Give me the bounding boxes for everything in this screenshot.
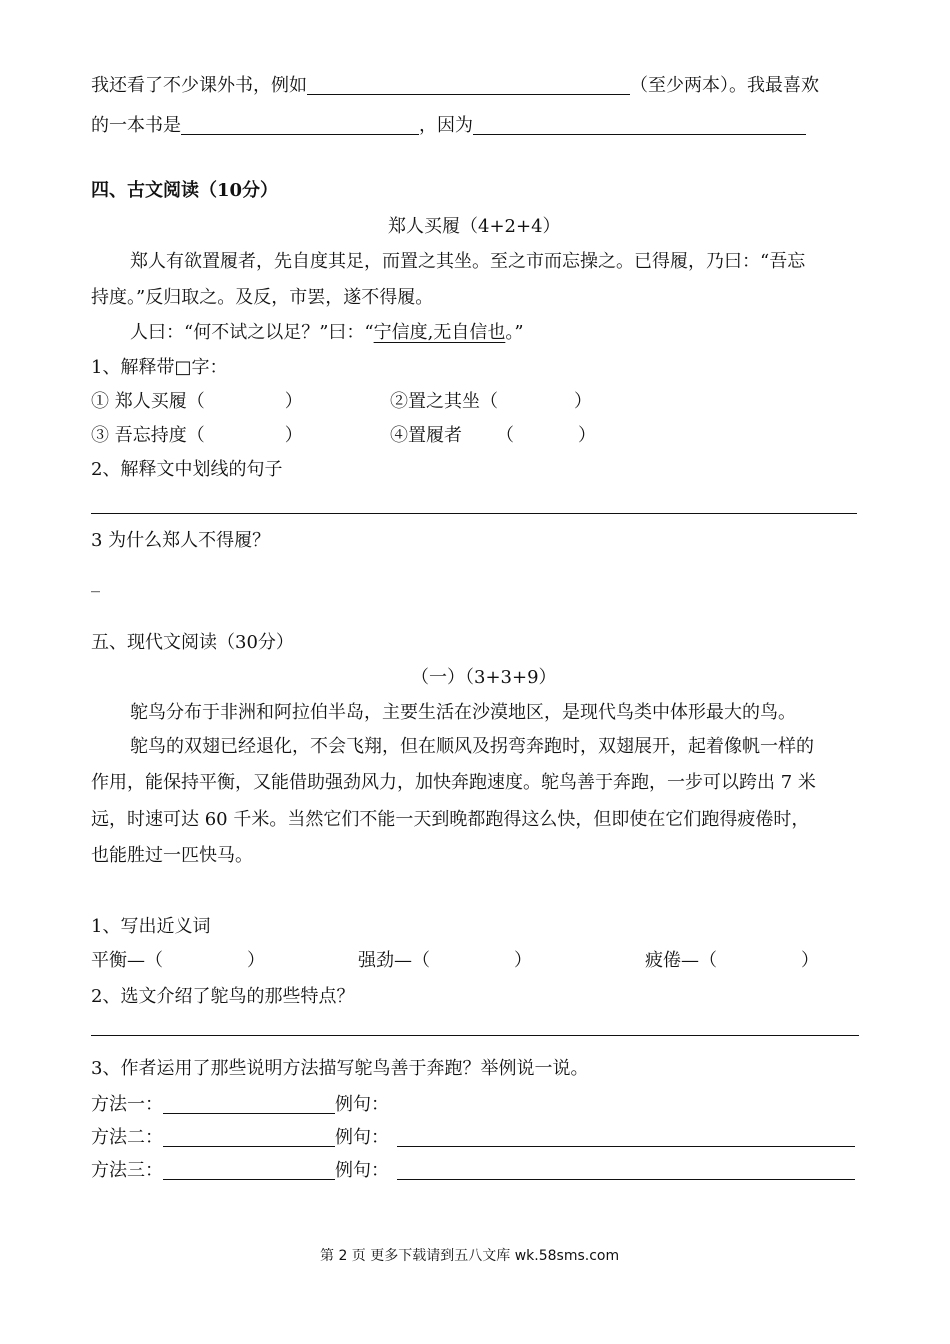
paren-close: ） [284, 391, 303, 412]
section5-subtitle: （一）（3+3+9） [411, 667, 557, 688]
section5-q3: 3、作者运用了那些说明方法描写鸵鸟善于奔跑？举例说一说。 [91, 1058, 589, 1079]
classical-text-line3 [130, 320, 524, 346]
q1-item-4 [390, 423, 596, 449]
synonym-1-label: 平衡—（ [91, 950, 163, 971]
reason-blank[interactable] [473, 116, 806, 135]
method-2-blank[interactable] [163, 1128, 335, 1147]
method-2-label: 方法二： [91, 1127, 163, 1148]
synonym-item-2 [358, 948, 532, 974]
synonym-2-label: 强劲—（ [358, 950, 430, 971]
q1-item-2-label: ②置之其坐（ [390, 391, 498, 412]
paren-close: ） [801, 950, 819, 971]
q1-item-4-label: ④置履者 [390, 425, 462, 446]
method-1-blank[interactable] [163, 1095, 335, 1114]
section4-q3: 3 为什么郑人不得履？ [91, 530, 271, 551]
section4-heading: 四、古文阅读（10分） [91, 180, 279, 201]
q2-answer-line[interactable] [91, 513, 857, 514]
favorite-book-label: 的一本书是 [91, 115, 181, 136]
method-row-1 [91, 1092, 389, 1118]
reading-list-line1 [91, 73, 819, 99]
section4-q2: 2、解释文中划线的句子 [91, 459, 283, 480]
paren-close: ） [284, 425, 303, 446]
method-3-blank[interactable] [163, 1161, 335, 1180]
paren-close: ） [247, 950, 265, 971]
section5-q2: 2、选文介绍了鸵鸟的那些特点？ [91, 986, 355, 1007]
reading-list-line2 [91, 113, 806, 139]
paren-close: ） [578, 425, 596, 446]
ostrich-text-p1: 鸵鸟分布于非洲和阿拉伯半岛，主要生活在沙漠地区，是现代鸟类中体形最大的鸟。 [130, 702, 796, 723]
q1-item-3 [91, 423, 303, 449]
underlined-sentence: 宁信度,无自信也 [373, 322, 506, 343]
section5-q1: 1、写出近义词 [91, 916, 211, 937]
section4-q1: 1、解释带□字： [91, 357, 228, 378]
q3-answer-mark[interactable]: _ [91, 572, 100, 593]
ostrich-text-p2-line4: 也能胜过一匹快马。 [91, 845, 253, 866]
classical-text-line2: 持度。”反归取之。及反，市罢，遂不得履。 [91, 287, 434, 308]
q1-item-1-label: ① 郑人买履（ [91, 391, 205, 412]
page-footer: 第 2 页 更多下载请到五八文库 wk.58sms.com [320, 1248, 620, 1264]
example-2-label: 例句： [335, 1127, 389, 1148]
paren-close: ） [574, 391, 592, 412]
passage-title: 郑人买履（4+2+4） [388, 216, 561, 237]
q1-item-2 [390, 389, 592, 415]
q1-item-1 [91, 389, 303, 415]
example-3-blank[interactable] [397, 1161, 855, 1180]
paren-open: （ [496, 425, 514, 446]
because-label: ，因为 [419, 115, 473, 136]
reading-list-suffix: （至少两本）。我最喜欢 [630, 75, 819, 96]
section5-q2-answer-line[interactable] [91, 1035, 859, 1036]
reading-list-prefix: 我还看了不少课外书，例如 [91, 75, 307, 96]
favorite-book-blank[interactable] [181, 116, 419, 135]
method-row-3 [91, 1158, 855, 1184]
ostrich-text-p2-line1: 鸵鸟的双翅已经退化，不会飞翔，但在顺风及拐弯奔跑时，双翅展开，起着像帆一样的 [130, 736, 814, 757]
q1-item-3-label: ③ 吾忘持度（ [91, 425, 205, 446]
quote-prefix: 人曰：“何不试之以足？”曰：“ [130, 322, 374, 343]
example-1-label: 例句： [335, 1094, 389, 1115]
quote-suffix: 。” [505, 322, 524, 343]
method-row-2 [91, 1125, 855, 1151]
method-1-label: 方法一： [91, 1094, 163, 1115]
ostrich-text-p2-line2: 作用，能保持平衡，又能借助强劲风力，加快奔跑速度。鸵鸟善于奔跑，一步可以跨出 7 米 [91, 772, 816, 793]
classical-text-line1: 郑人有欲置履者，先自度其足，而置之其坐。至之市而忘操之。已得履，乃曰：“吾忘 [130, 251, 806, 272]
synonym-item-3 [645, 948, 819, 974]
synonym-3-label: 疲倦—（ [645, 950, 717, 971]
synonym-item-1 [91, 948, 265, 974]
book-titles-blank[interactable] [307, 76, 630, 95]
paren-close: ） [514, 950, 532, 971]
ostrich-text-p2-line3: 远，时速可达 60 千米。当然它们不能一天到晚都跑得这么快，但即使在它们跑得疲倦时， [91, 809, 810, 830]
example-2-blank[interactable] [397, 1128, 855, 1147]
section5-heading: 五、现代文阅读（30分） [91, 632, 294, 653]
method-3-label: 方法三： [91, 1160, 163, 1181]
example-3-label: 例句： [335, 1160, 389, 1181]
